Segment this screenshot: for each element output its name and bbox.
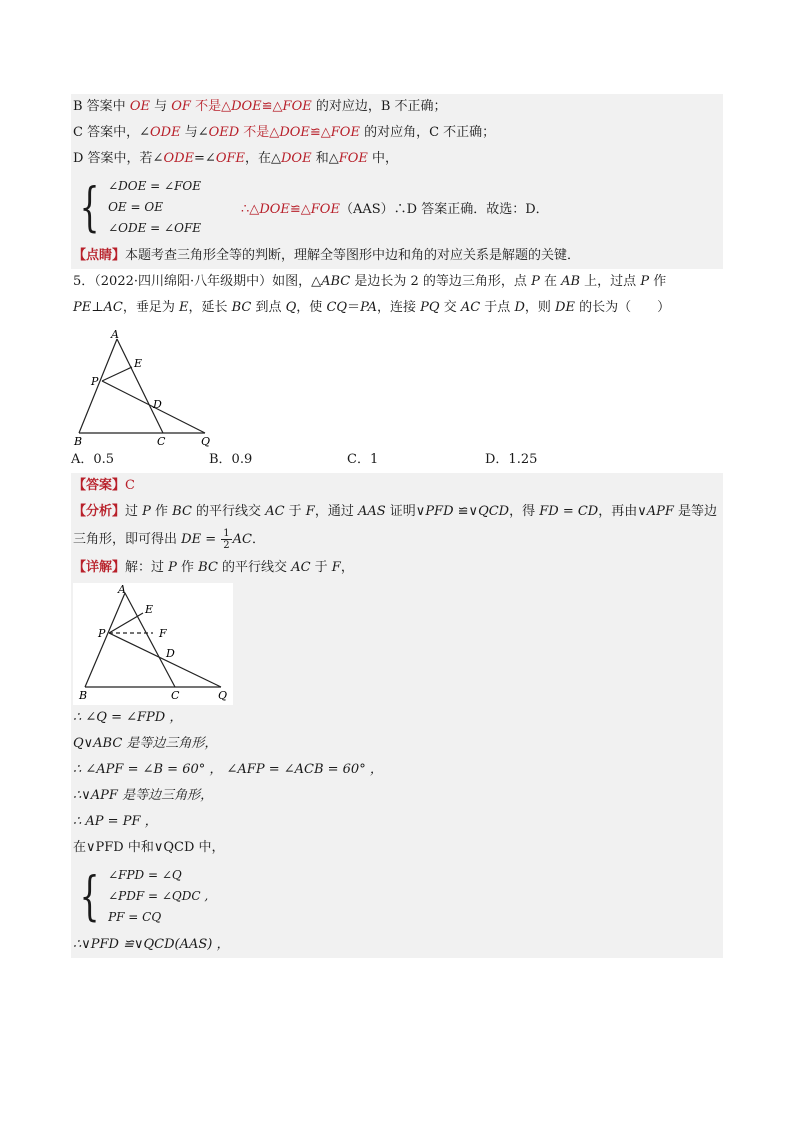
options-row [71,447,723,473]
line-c: C 答案中，∠ODE 与∠OED 不是△DOE≌△FOE 的对应角，C 不正确； [73,125,496,140]
label-b: B [74,435,83,447]
step-line: ∴ ∠APF = ∠B = 60° ， ∠AFP = ∠ACB = 60° ， [73,762,383,777]
system-row: ∠PDF = ∠QDC , [108,889,209,903]
label-c: C [171,689,180,702]
label-p: P [98,627,106,640]
label-a: A [111,329,119,341]
label-c: C [157,435,166,447]
option-c: C．1 [347,452,379,467]
label-b: B [79,689,88,702]
system-row: ∠DOE = ∠FOE [108,179,202,193]
label-q: Q [201,435,211,447]
system-row: PF = CQ [108,910,162,924]
line-d: D 答案中，若∠ODE=∠OFE，在△DOE 和△FOE 中， [73,151,399,166]
label-f: F [159,627,167,640]
system-conclusion: ∴△DOE≌△FOE（AAS）∴D 答案正确．故选：D． [241,202,549,217]
brace-glyph: { [79,177,100,238]
equation-system-1 [71,172,723,243]
step-line: ∴ ∠Q = ∠FPD ， [73,710,183,725]
step-line: ∴∨APF 是等边三角形， [73,788,214,803]
label-e: E [145,603,154,616]
option-b: B．0.9 [209,452,253,467]
analysis-line2: 三角形，即可得出 DE = $\frac{1}{2}$ AC． [73,528,265,551]
point-line: 【点睛】本题考查三角形全等的判断，理解全等图形中边和角的对应关系是解题的关键． [73,248,581,263]
solution-block-top [71,94,723,269]
label-e: E [134,357,143,370]
analysis-tag: 【分析】 [73,504,126,519]
system-row: ∠ODE = ∠OFE [108,221,202,235]
triangle-figure-2 [73,583,233,705]
fraction-half: $\frac{1}{2}$ [223,528,230,551]
label-p: P [91,375,99,388]
detail-tag: 【详解】 [73,560,126,575]
label-a: A [118,583,126,596]
line-b: B 答案中 OE 与 OF 不是△DOE≌△FOE 的对应边，B 不正确； [73,99,447,114]
answer-tag: 【答案】 [73,478,126,493]
document-page [71,94,723,958]
question-5-line2: PE⊥AC，垂足为 E，延长 BC 到点 Q，使 CQ＝PA，连接 PQ 交 AC 于点 D，则 DE 的长为（ ） [73,300,671,315]
label-d: D [153,398,162,411]
figure-2-frame [73,583,233,705]
step-line: Q∨ABC 是等边三角形， [73,736,218,751]
question-5-line1: 5．（2022·四川绵阳·八年级期中）如图，△ABC 是边长为 2 的等边三角形，点 P 在 AB 上，过点 P 作 [73,274,667,289]
solution-block-q5 [71,473,723,958]
detail-line: 【详解】解：过 P 作 BC 的平行线交 AC 于 F， [73,560,354,575]
equation-system-2 [71,861,723,932]
answer-value: C [125,478,135,493]
label-d: D [166,647,175,660]
final-step: ∴∨PFD ≌∨QCD(AAS) ， [73,937,230,952]
step-line: ∴ AP = PF ， [73,814,158,829]
label-q: Q [218,689,228,702]
answer-line [71,473,723,499]
triangle-figure-1 [71,329,231,447]
option-d: D．1.25 [485,452,538,467]
point-tag: 【点睛】 [73,248,126,263]
brace-glyph: { [79,866,100,927]
system-row: OE = OE [108,200,163,214]
option-a: A．0.5 [71,452,115,467]
analysis-line1: 【分析】过 P 作 BC 的平行线交 AC 于 F，通过 AAS 证明∨PFD ≌∨QCD，得 FD = CD，再由∨APF 是等边 [73,504,718,519]
step-line: 在∨PFD 中和∨QCD 中， [73,840,225,855]
system-row: ∠FPD = ∠Q [108,868,182,882]
